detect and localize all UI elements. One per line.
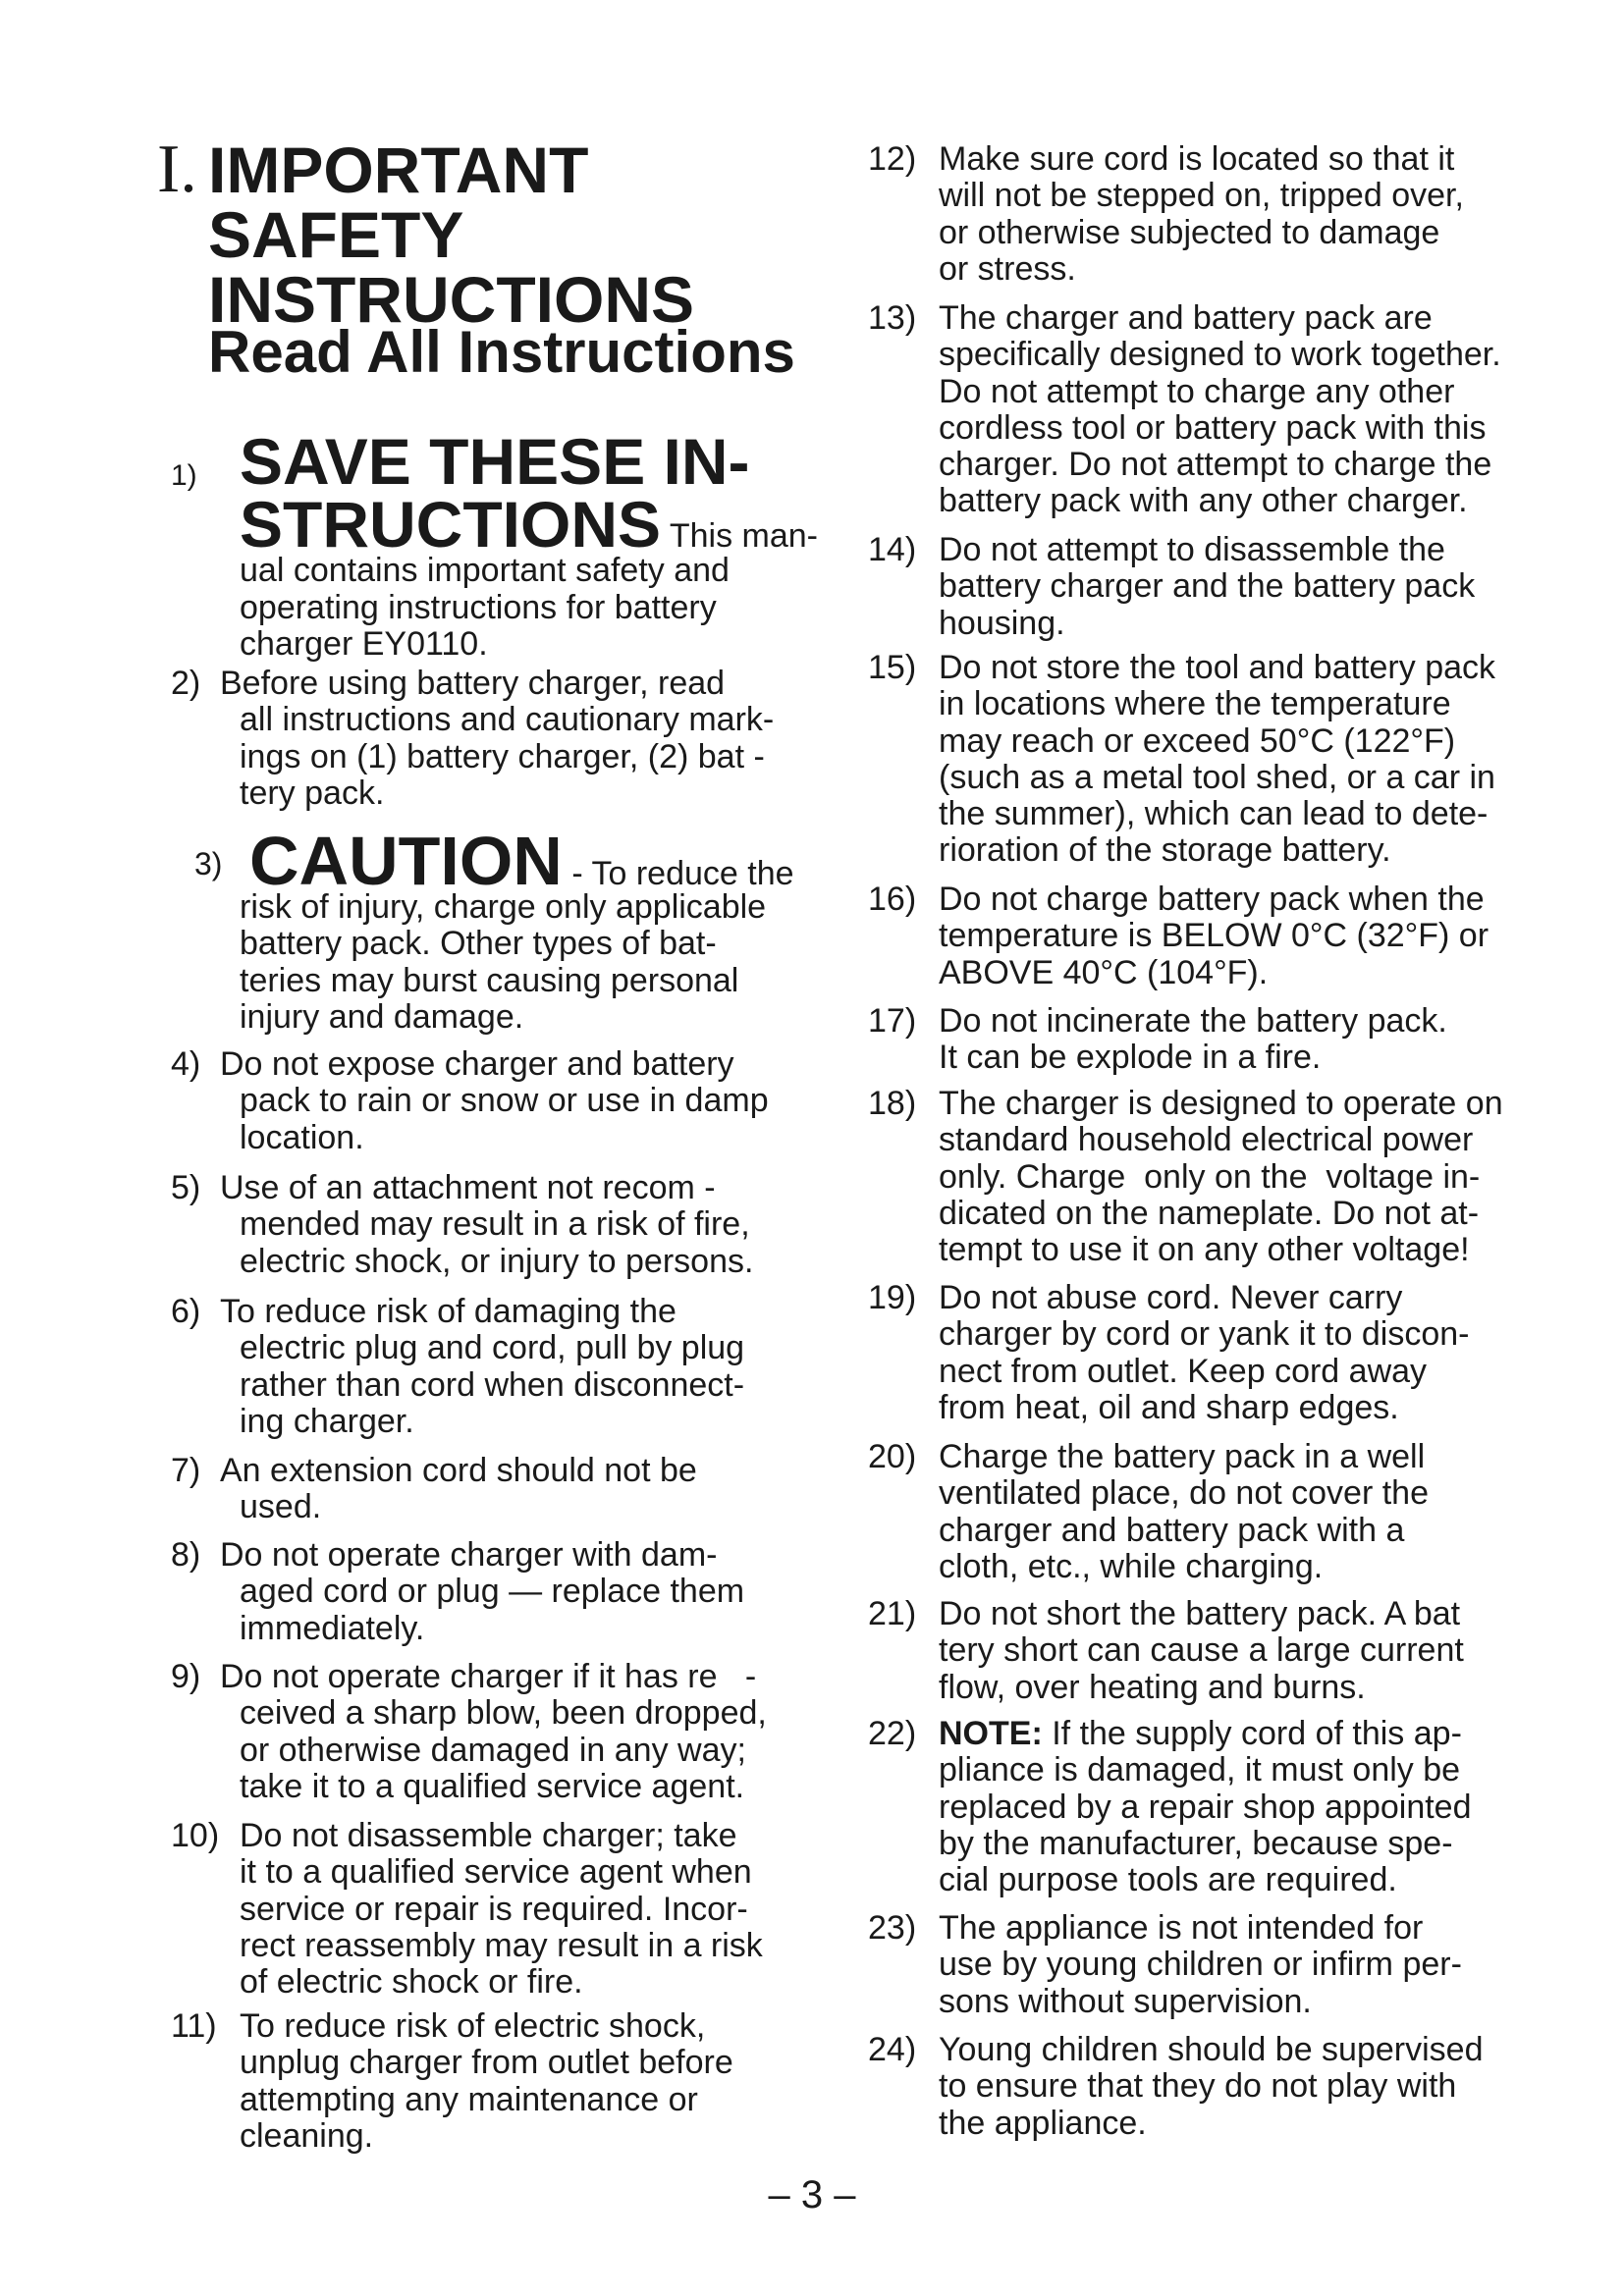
item-text [240,553,809,663]
item-line: cloth, etc., while charging. [939,1547,1324,1585]
item-line: charger. Do not attempt to charge the [939,446,1492,484]
item-first-line: Do not operate charger with dam- [220,1536,718,1574]
item-line: or otherwise damaged in any way; [240,1731,746,1769]
item-line: risk of injury, charge only applicable [240,888,767,926]
item-line: ing charger. [240,1402,414,1440]
item-line: Make sure cord is located so that it [939,140,1455,178]
item-line: battery charger and the battery pack [939,567,1476,606]
item-number: 1) [171,459,197,492]
read-all-instructions: Read All Instructions [208,319,795,385]
item-number: 4) [171,1045,201,1083]
item-number: 16) [868,881,917,918]
item-number: 23) [868,1909,917,1947]
item-line: charger by cord or yank it to discon- [939,1315,1470,1354]
item-first-line: An extension cord should not be [220,1452,697,1489]
item-number: 15) [868,649,917,686]
item-number: 8) [171,1536,201,1574]
item-line: Charge the battery pack in a well [939,1438,1426,1475]
item-number: 18) [868,1085,917,1122]
item-line: may reach or exceed 50°C (122°F) [939,721,1456,760]
item-line: dicated on the nameplate. Do not at- [939,1194,1480,1232]
item-line: ual contains important safety and [240,552,730,590]
item-line: electric plug and cord, pull by plug [240,1329,745,1367]
item-number: 11) [171,2007,217,2045]
item-line: Do not attempt to charge any other [939,372,1455,410]
item-first-line: Before using battery charger, read [220,665,726,702]
item-line: ABOVE 40°C (104°F). [939,953,1269,991]
item-line: cleaning. [240,2116,374,2155]
section-number: I. [157,132,197,207]
item-line: It can be explode in a fire. [939,1039,1322,1077]
item-line: or stress. [939,249,1076,288]
item-number: 22) [868,1715,917,1752]
item-line: to ensure that they do not play with [939,2067,1457,2106]
item-line: Young children should be supervised [939,2031,1484,2068]
item-number: 5) [171,1169,201,1206]
item-lead: - To reduce the [571,855,794,892]
item-line: ceived a sharp blow, been dropped, [240,1694,767,1733]
save-these-instructions-heading: SAVE THESE IN- [240,425,750,498]
item-line: Do not incinerate the battery pack. [939,1002,1447,1040]
item-line: rioration of the storage battery. [939,831,1391,870]
item-number: 24) [868,2031,917,2068]
item-line: ings on (1) battery charger, (2) bat - [240,737,765,775]
item-line: attempting any maintenance or [240,2080,698,2118]
item-first-line: Do not disassemble charger; take [240,1817,737,1854]
item-line: Do not charge battery pack when the [939,881,1485,918]
save-these-instructions-heading-2: STRUCTIONS [240,488,661,561]
item-first-line: To reduce risk of damaging the [220,1293,677,1330]
item-line: standard household electrical power [939,1121,1474,1159]
item-line: tery short can cause a large current [939,1631,1464,1670]
item-line: cial purpose tools are required. [939,1861,1397,1899]
item-line: of electric shock or fire. [240,1963,583,2002]
item-line: replaced by a repair shop appointed [939,1788,1472,1826]
item-line: The charger is designed to operate on [939,1085,1503,1122]
item-line: pliance is damaged, it must only be [939,1751,1461,1789]
item-first-line: Do not expose charger and battery [220,1045,734,1083]
item-line: Do not store the tool and battery pack [939,649,1496,686]
item-line: specifically designed to work together. [939,336,1501,374]
item-line: pack to rain or snow or use in damp [240,1082,769,1120]
item-line: used. [240,1488,322,1526]
note-label: NOTE: [939,1715,1043,1752]
item-line: charger and battery pack with a [939,1511,1405,1549]
item-line: tempt to use it on any other voltage! [939,1231,1470,1269]
item-number: 20) [868,1438,917,1475]
item-line: from heat, oil and sharp edges. [939,1388,1399,1426]
page-number: – 3 – [768,2173,856,2216]
item-line: ventilated place, do not cover the [939,1474,1429,1513]
item-number: 10) [171,1817,220,1854]
item-line: tery pack. [240,774,385,812]
item-line: injury and damage. [240,997,524,1036]
item-line: rect reassembly may result in a risk [240,1926,763,1964]
item-line: battery pack. Other types of bat- [240,925,717,963]
item-line: location. [240,1118,364,1156]
item-line: take it to a qualified service agent. [240,1767,745,1805]
item-number: 2) [171,665,201,702]
item-line: electric shock, or injury to persons. [240,1242,754,1280]
item-line: the appliance. [939,2104,1147,2142]
item-line: service or repair is required. Incor- [240,1890,748,1928]
item-line: all instructions and cautionary mark- [240,701,775,739]
item-number: 14) [868,531,917,568]
item-first-line: Use of an attachment not recom - [220,1169,716,1206]
item-line: teries may burst causing personal [240,961,739,999]
item-number: 21) [868,1595,917,1632]
item-line: Do not short the battery pack. A bat [939,1595,1461,1632]
caution-heading: CAUTION [249,823,563,899]
item-line: by the manufacturer, because spe- [939,1824,1453,1862]
item-first-line: Do not operate charger if it has re - [220,1658,757,1695]
item-line: or otherwise subjected to damage [939,213,1440,251]
item-line: flow, over heating and burns. [939,1668,1366,1706]
item-line: The charger and battery pack are [939,299,1433,337]
item-line: nect from outlet. Keep cord away [939,1352,1428,1390]
item-line: immediately. [240,1609,425,1647]
item-line: it to a qualified service agent when [240,1853,752,1892]
item-number: 3) [194,846,223,881]
item-first-line: To reduce risk of electric shock, [240,2007,706,2045]
item-lead: This man- [669,517,818,555]
item-line: in locations where the temperature [939,685,1451,723]
note-text: If the supply cord of this ap- [1042,1715,1462,1752]
item-line: sons without supervision. [939,1982,1312,2020]
item-number: 19) [868,1279,917,1316]
item-number: 6) [171,1293,201,1330]
item-line: Do not abuse cord. Never carry [939,1279,1403,1316]
item-number: 12) [868,140,917,178]
section-title-line-3: INSTRUCTIONS [208,263,694,336]
item-line: temperature is BELOW 0°C (32°F) or [939,917,1489,955]
item-line: rather than cord when disconnect- [240,1365,745,1404]
item-line: cordless tool or battery pack with this [939,408,1487,447]
item-number: 13) [868,299,917,337]
item-line: only. Charge only on the voltage in- [939,1157,1481,1196]
item-line: operating instructions for battery [240,588,717,626]
item-line: battery pack with any other charger. [939,482,1468,520]
item-number: 7) [171,1452,201,1489]
item-line: charger EY0110. [240,624,488,663]
section-title-line-1: IMPORTANT [208,133,589,206]
item-line: (such as a metal tool shed, or a car in [939,758,1495,796]
item-number: 17) [868,1002,917,1040]
item-line: use by young children or infirm per- [939,1946,1462,1984]
section-title [208,133,797,336]
item-line: The appliance is not intended for [939,1909,1424,1947]
item-line: mended may result in a risk of fire, [240,1205,750,1244]
item-line [939,1716,1536,1752]
item-line: housing. [939,604,1065,642]
item-line: the summer), which can lead to dete- [939,795,1489,833]
item-line: unplug charger from outlet before [240,2044,733,2082]
item-line: aged cord or plug — replace them [240,1573,745,1611]
section-title-line-2: SAFETY [208,198,464,271]
item-number: 9) [171,1658,201,1695]
item-line: Do not attempt to disassemble the [939,531,1445,568]
item-line: will not be stepped on, tripped over, [939,177,1464,215]
